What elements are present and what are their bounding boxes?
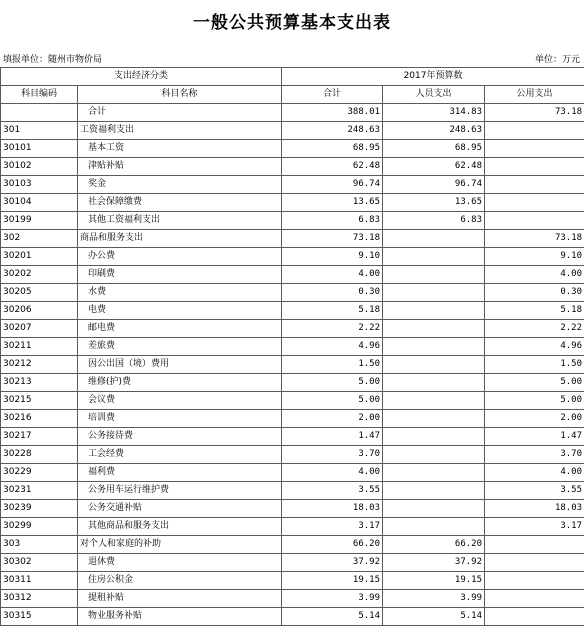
header-budget-2017: 2017年预算数 — [282, 68, 584, 86]
row-code: 30231 — [1, 482, 78, 500]
row-public — [485, 536, 584, 554]
row-name: 福利费 — [78, 464, 282, 482]
budget-table — [0, 67, 584, 626]
reporting-unit: 填报单位：随州市物价局 — [3, 55, 103, 65]
table-row — [1, 392, 584, 410]
row-name: 邮电费 — [78, 320, 282, 338]
row-public: 0.30 — [485, 284, 584, 302]
row-total: 9.10 — [282, 248, 383, 266]
header-economic-classification: 支出经济分类 — [1, 68, 282, 86]
table-row — [1, 302, 584, 320]
table-row — [1, 356, 584, 374]
row-name: 水费 — [78, 284, 282, 302]
row-total: 5.18 — [282, 302, 383, 320]
row-personnel — [383, 302, 485, 320]
table-row — [1, 500, 584, 518]
row-total: 5.00 — [282, 392, 383, 410]
table-row — [1, 464, 584, 482]
row-personnel — [383, 500, 485, 518]
row-personnel — [383, 320, 485, 338]
row-personnel — [383, 248, 485, 266]
row-code: 30202 — [1, 266, 78, 284]
row-total: 3.17 — [282, 518, 383, 536]
row-name: 其他工资福利支出 — [78, 212, 282, 230]
row-code: 30311 — [1, 572, 78, 590]
table-row — [1, 590, 584, 608]
row-total: 68.95 — [282, 140, 383, 158]
row-name: 会议费 — [78, 392, 282, 410]
row-public — [485, 140, 584, 158]
row-code: 30302 — [1, 554, 78, 572]
row-personnel — [383, 230, 485, 248]
row-code: 30103 — [1, 176, 78, 194]
row-personnel: 248.63 — [383, 122, 485, 140]
row-personnel: 96.74 — [383, 176, 485, 194]
row-total: 18.03 — [282, 500, 383, 518]
row-code: 302 — [1, 230, 78, 248]
row-total: 2.00 — [282, 410, 383, 428]
row-name: 社会保障缴费 — [78, 194, 282, 212]
row-code: 30211 — [1, 338, 78, 356]
row-personnel: 62.48 — [383, 158, 485, 176]
table-row — [1, 554, 584, 572]
table-row — [1, 608, 584, 626]
row-personnel: 37.92 — [383, 554, 485, 572]
row-name: 退休费 — [78, 554, 282, 572]
row-personnel: 5.14 — [383, 608, 485, 626]
table-row — [1, 410, 584, 428]
row-public: 4.96 — [485, 338, 584, 356]
row-name: 办公费 — [78, 248, 282, 266]
row-public — [485, 572, 584, 590]
row-public: 5.18 — [485, 302, 584, 320]
row-total: 248.63 — [282, 122, 383, 140]
row-code: 30215 — [1, 392, 78, 410]
row-code: 30216 — [1, 410, 78, 428]
row-public: 5.00 — [485, 374, 584, 392]
header-code: 科目编码 — [1, 86, 78, 104]
row-name: 物业服务补贴 — [78, 608, 282, 626]
row-public: 3.55 — [485, 482, 584, 500]
row-public — [485, 554, 584, 572]
row-name: 合计 — [78, 104, 282, 122]
row-name: 奖金 — [78, 176, 282, 194]
currency-unit: 单位：万元 — [534, 55, 580, 65]
row-code: 30229 — [1, 464, 78, 482]
row-total: 4.96 — [282, 338, 383, 356]
table-row — [1, 122, 584, 140]
row-public: 4.00 — [485, 266, 584, 284]
row-name: 工资福利支出 — [78, 122, 282, 140]
row-name: 住房公积金 — [78, 572, 282, 590]
row-personnel — [383, 356, 485, 374]
row-total: 4.00 — [282, 266, 383, 284]
row-name: 培训费 — [78, 410, 282, 428]
row-total: 13.65 — [282, 194, 383, 212]
row-name: 公务交通补贴 — [78, 500, 282, 518]
row-total: 73.18 — [282, 230, 383, 248]
table-row — [1, 212, 584, 230]
row-total: 37.92 — [282, 554, 383, 572]
row-code: 30228 — [1, 446, 78, 464]
row-name: 因公出国（境）费用 — [78, 356, 282, 374]
row-public: 18.03 — [485, 500, 584, 518]
row-total: 19.15 — [282, 572, 383, 590]
table-row — [1, 320, 584, 338]
row-name: 其他商品和服务支出 — [78, 518, 282, 536]
row-total: 1.50 — [282, 356, 383, 374]
row-name: 津贴补贴 — [78, 158, 282, 176]
row-name: 对个人和家庭的补助 — [78, 536, 282, 554]
row-personnel — [383, 266, 485, 284]
row-total: 3.55 — [282, 482, 383, 500]
row-public — [485, 194, 584, 212]
row-code: 30205 — [1, 284, 78, 302]
row-code: 30212 — [1, 356, 78, 374]
row-code: 30312 — [1, 590, 78, 608]
row-total: 6.83 — [282, 212, 383, 230]
row-personnel: 68.95 — [383, 140, 485, 158]
row-total: 388.01 — [282, 104, 383, 122]
header-public: 公用支出 — [485, 86, 584, 104]
row-public: 1.50 — [485, 356, 584, 374]
header-column-row — [1, 86, 584, 104]
table-row — [1, 446, 584, 464]
row-total: 5.14 — [282, 608, 383, 626]
row-personnel: 314.83 — [383, 104, 485, 122]
table-row — [1, 248, 584, 266]
row-public — [485, 176, 584, 194]
header-group-row — [1, 68, 584, 86]
row-total: 66.20 — [282, 536, 383, 554]
row-public: 4.00 — [485, 464, 584, 482]
table-row — [1, 428, 584, 446]
table-row — [1, 338, 584, 356]
row-personnel — [383, 410, 485, 428]
row-total: 0.30 — [282, 284, 383, 302]
row-personnel — [383, 446, 485, 464]
table-row — [1, 158, 584, 176]
row-code: 30101 — [1, 140, 78, 158]
row-public: 73.18 — [485, 104, 584, 122]
row-public: 2.00 — [485, 410, 584, 428]
table-row — [1, 104, 584, 122]
row-name: 印刷费 — [78, 266, 282, 284]
row-code: 30104 — [1, 194, 78, 212]
header-name: 科目名称 — [78, 86, 282, 104]
row-code — [1, 104, 78, 122]
row-name: 维修(护)费 — [78, 374, 282, 392]
row-total: 2.22 — [282, 320, 383, 338]
row-personnel: 19.15 — [383, 572, 485, 590]
row-public: 2.22 — [485, 320, 584, 338]
row-public — [485, 122, 584, 140]
row-public — [485, 608, 584, 626]
row-total: 3.99 — [282, 590, 383, 608]
row-personnel — [383, 518, 485, 536]
row-name: 公务接待费 — [78, 428, 282, 446]
table-row — [1, 194, 584, 212]
row-public: 1.47 — [485, 428, 584, 446]
row-name: 商品和服务支出 — [78, 230, 282, 248]
row-name: 提租补贴 — [78, 590, 282, 608]
row-total: 5.00 — [282, 374, 383, 392]
row-code: 30206 — [1, 302, 78, 320]
table-row — [1, 374, 584, 392]
row-public: 5.00 — [485, 392, 584, 410]
row-personnel: 6.83 — [383, 212, 485, 230]
row-public: 3.70 — [485, 446, 584, 464]
row-personnel: 66.20 — [383, 536, 485, 554]
row-public: 9.10 — [485, 248, 584, 266]
row-code: 301 — [1, 122, 78, 140]
table-row — [1, 482, 584, 500]
row-code: 30199 — [1, 212, 78, 230]
row-name: 基本工资 — [78, 140, 282, 158]
table-row — [1, 536, 584, 554]
row-personnel — [383, 464, 485, 482]
row-code: 303 — [1, 536, 78, 554]
row-total: 4.00 — [282, 464, 383, 482]
row-public — [485, 590, 584, 608]
row-name: 工会经费 — [78, 446, 282, 464]
row-public — [485, 158, 584, 176]
row-personnel — [383, 392, 485, 410]
table-row — [1, 140, 584, 158]
row-public: 73.18 — [485, 230, 584, 248]
row-code: 30299 — [1, 518, 78, 536]
row-total: 96.74 — [282, 176, 383, 194]
header-personnel: 人员支出 — [383, 86, 485, 104]
row-code: 30213 — [1, 374, 78, 392]
row-code: 30315 — [1, 608, 78, 626]
row-public — [485, 212, 584, 230]
row-name: 电费 — [78, 302, 282, 320]
row-name: 差旅费 — [78, 338, 282, 356]
row-personnel: 3.99 — [383, 590, 485, 608]
row-personnel — [383, 284, 485, 302]
page-title: 一般公共预算基本支出表 — [193, 13, 391, 33]
row-total: 1.47 — [282, 428, 383, 446]
row-code: 30207 — [1, 320, 78, 338]
row-personnel — [383, 428, 485, 446]
table-row — [1, 518, 584, 536]
row-total: 3.70 — [282, 446, 383, 464]
table-body — [1, 104, 584, 626]
row-name: 公务用车运行维护费 — [78, 482, 282, 500]
row-personnel — [383, 338, 485, 356]
row-code: 30102 — [1, 158, 78, 176]
table-row — [1, 176, 584, 194]
table-row — [1, 230, 584, 248]
row-code: 30217 — [1, 428, 78, 446]
table-row — [1, 266, 584, 284]
row-personnel — [383, 374, 485, 392]
header-total: 合计 — [282, 86, 383, 104]
table-row — [1, 284, 584, 302]
row-code: 30239 — [1, 500, 78, 518]
row-personnel: 13.65 — [383, 194, 485, 212]
row-personnel — [383, 482, 485, 500]
row-public: 3.17 — [485, 518, 584, 536]
row-total: 62.48 — [282, 158, 383, 176]
table-row — [1, 572, 584, 590]
row-code: 30201 — [1, 248, 78, 266]
